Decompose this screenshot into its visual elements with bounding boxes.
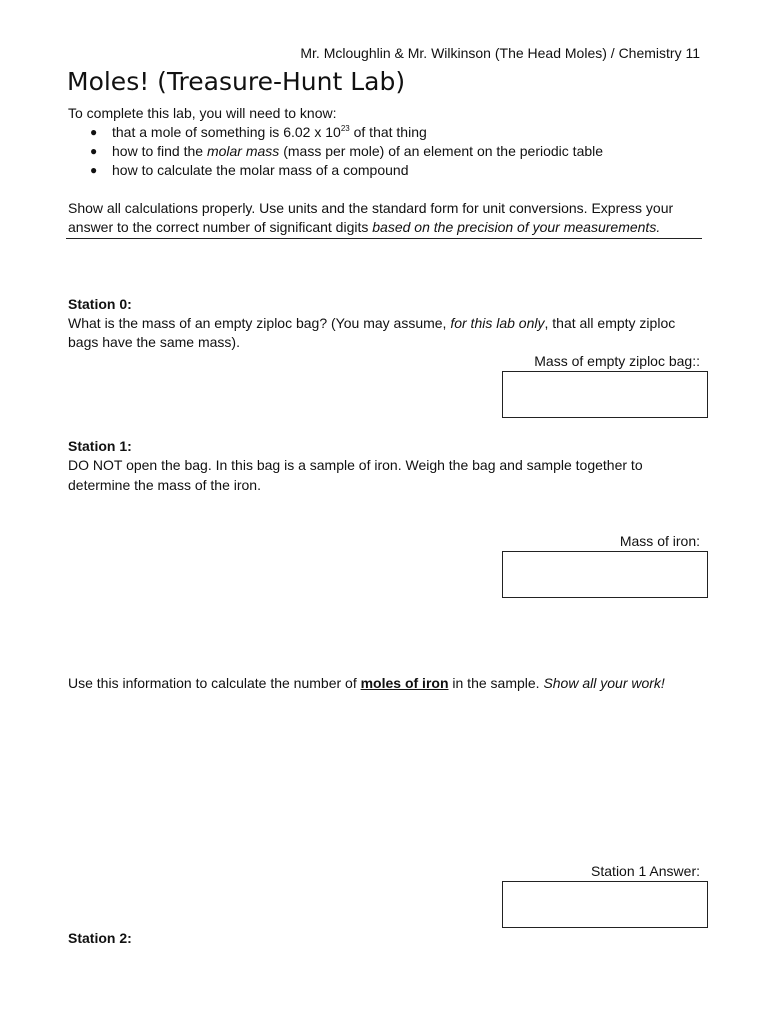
- station-1-answer-label: Station 1 Answer:: [591, 863, 700, 879]
- exponent: 23: [340, 124, 350, 133]
- list-item: ● how to calculate the molar mass of a compound: [90, 162, 409, 178]
- empty-bag-mass-label: Mass of empty ziploc bag::: [534, 353, 700, 369]
- page-title: Moles! (Treasure-Hunt Lab): [67, 67, 406, 96]
- station-1-heading: Station 1:: [68, 438, 132, 454]
- station-1-calc-prompt: Use this information to calculate the number of moles of iron in the sample. Show all your work!: [68, 675, 665, 691]
- bullet-icon: ●: [90, 144, 98, 158]
- course-header: Mr. Mcloughlin & Mr. Wilkinson (The Head Moles) / Chemistry 11: [300, 45, 700, 61]
- iron-mass-answer-box[interactable]: [502, 551, 708, 598]
- requirements-list: [90, 123, 603, 180]
- instructions-line-1: Show all calculations properly. Use units and the standard form for unit conversions. Express your: [68, 200, 674, 216]
- intro-lead: To complete this lab, you will need to know:: [68, 105, 337, 121]
- moles-of-iron-emphasis: moles of iron: [360, 675, 449, 691]
- station-0-question: What is the mass of an empty ziploc bag? (You may assume, for this lab only, that all empty ziploc: [68, 315, 676, 331]
- station-1-instructions: DO NOT open the bag. In this bag is a sample of iron. Weigh the bag and sample together to: [68, 457, 643, 473]
- station-1-instructions-cont: determine the mass of the iron.: [68, 477, 261, 493]
- bullet-icon: ●: [90, 163, 98, 177]
- empty-bag-mass-answer-box[interactable]: [502, 371, 708, 418]
- station-1-answer-box[interactable]: [502, 881, 708, 928]
- station-0-question-cont: bags have the same mass).: [68, 334, 240, 350]
- instructions-line-2: answer to the correct number of significant digits based on the precision of your measurements.: [68, 219, 661, 235]
- section-divider: [66, 238, 702, 239]
- list-item: ● that a mole of something is 6.02 x $10^{23}$ of that thing: [90, 124, 427, 140]
- bullet-icon: ●: [90, 125, 98, 139]
- iron-mass-label: Mass of iron:: [619, 533, 700, 549]
- station-0-heading: Station 0:: [68, 296, 132, 312]
- station-2-heading: Station 2:: [68, 930, 132, 946]
- list-item: ● how to find the molar mass (mass per mole) of an element on the periodic table: [90, 143, 604, 159]
